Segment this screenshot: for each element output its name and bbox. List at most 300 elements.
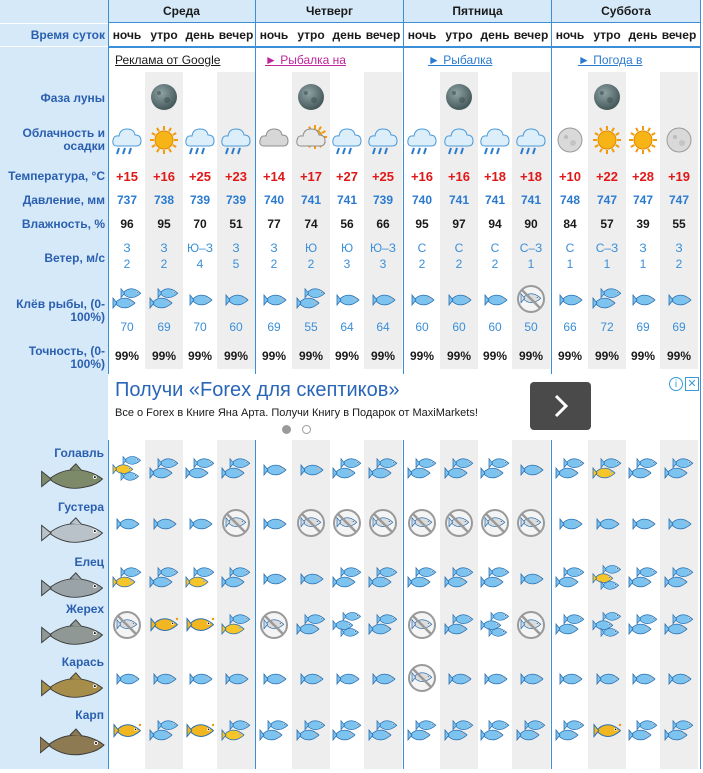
pressure-value: 740 (263, 193, 285, 207)
fish-icon (443, 610, 475, 640)
fish-icon (148, 508, 180, 538)
pressure-value: 741 (520, 193, 542, 207)
temps-value: +16 (410, 169, 434, 184)
fish-icon (184, 284, 216, 314)
day-header-3: Суббота (552, 0, 700, 22)
wind-direction: З (160, 241, 168, 255)
pressure-value: 747 (632, 193, 654, 207)
fish-icon (148, 454, 180, 484)
humidity-value: 90 (524, 217, 538, 231)
fish-icon (148, 716, 180, 746)
wind-speed: 4 (196, 257, 204, 271)
wind-direction: Ю–З (369, 241, 397, 255)
humidity-value: 95 (157, 217, 171, 231)
humidity-value: 77 (267, 217, 281, 231)
time-of-day-2: день (181, 24, 219, 46)
sun-icon (591, 124, 623, 156)
humidity-value: 51 (229, 217, 243, 231)
pressure-value: 739 (189, 193, 211, 207)
time-of-day-14: день (624, 24, 662, 46)
wind-speed: 2 (418, 257, 426, 271)
time-of-day-11: вечер (512, 24, 550, 46)
rain-cloud-icon (111, 124, 143, 156)
humidity-value: 97 (452, 217, 466, 231)
day-separator (255, 440, 256, 769)
rain-cloud-icon (184, 124, 216, 156)
fish-icon (295, 284, 327, 314)
fish-icon (443, 284, 475, 314)
fish-icon (663, 284, 695, 314)
temps-value: +27 (335, 169, 359, 184)
fish-icon (111, 508, 143, 538)
temps-value: +25 (188, 169, 212, 184)
fish-icon (367, 663, 399, 693)
day-separator (551, 0, 552, 374)
row-label-accuracy: Точность, (0-100%) (0, 340, 108, 375)
ad-title[interactable]: Получи «Forex для скептиков» (115, 379, 400, 401)
fish-icon (331, 284, 363, 314)
temps-value: +15 (115, 169, 139, 184)
humidity-value: 55 (672, 217, 686, 231)
wind-direction: З (232, 241, 240, 255)
fish-icon (331, 663, 363, 693)
carousel-dot[interactable] (302, 425, 311, 434)
bite-value: 70 (120, 320, 134, 334)
bite-value: 60 (488, 320, 502, 334)
wind-direction: С (565, 241, 575, 255)
google-ads-link[interactable]: Реклама от Google (115, 53, 221, 67)
temps-value: +10 (558, 169, 582, 184)
moon-icon (445, 83, 473, 111)
fish-icon (331, 610, 363, 640)
fish-icon (627, 563, 659, 593)
row-label-moon: Фаза луны (0, 78, 108, 118)
fish-icon (554, 454, 586, 484)
rain-cloud-icon (367, 124, 399, 156)
pressure-value: 737 (116, 193, 138, 207)
fish-icon (627, 610, 659, 640)
time-of-day-10: день (476, 24, 514, 46)
temps-value: +25 (371, 169, 395, 184)
accuracy-value: 99% (630, 349, 656, 363)
fish-icon (406, 284, 438, 314)
no-bite-icon (515, 610, 547, 640)
fish-icon (367, 610, 399, 640)
fish-icon (295, 454, 327, 484)
fish-icon (591, 610, 623, 640)
time-of-day-13: утро (588, 24, 626, 46)
accuracy-value: 99% (298, 349, 324, 363)
pressure-value: 739 (225, 193, 247, 207)
overcast-cloud-icon (258, 124, 290, 156)
humidity-value: 84 (563, 217, 577, 231)
time-of-day-5: утро (292, 24, 330, 46)
pressure-value: 740 (411, 193, 433, 207)
bite-value: 70 (193, 320, 207, 334)
bite-value: 66 (563, 320, 577, 334)
header-corner (0, 0, 108, 23)
accuracy-value: 99% (114, 349, 140, 363)
temps-value: +18 (519, 169, 543, 184)
fish-icon (591, 563, 623, 593)
accuracy-value: 99% (518, 349, 544, 363)
fish-icon (479, 663, 511, 693)
fish-icon (591, 716, 623, 746)
bite-value: 69 (672, 320, 686, 334)
temps-value: +16 (447, 169, 471, 184)
rain-cloud-icon (220, 124, 252, 156)
wind-speed: 2 (270, 257, 278, 271)
no-bite-icon (515, 284, 547, 314)
fish-icon (367, 716, 399, 746)
fish-icon (367, 284, 399, 314)
row-label-pressure: Давление, мм (0, 190, 108, 210)
pressure-value: 738 (153, 193, 175, 207)
pressure-value: 741 (448, 193, 470, 207)
fish-icon (627, 663, 659, 693)
wind-direction: С–З (595, 241, 619, 255)
wind-speed: 3 (343, 257, 351, 271)
fish-icon (184, 663, 216, 693)
sun-cloud-icon (295, 124, 327, 156)
no-bite-icon (258, 610, 290, 640)
bite-value: 60 (452, 320, 466, 334)
ad-next-button[interactable] (530, 382, 591, 430)
wind-speed: 2 (455, 257, 463, 271)
fish-icon (554, 508, 586, 538)
rain-cloud-icon (479, 124, 511, 156)
accuracy-value: 99% (334, 349, 360, 363)
no-bite-icon (111, 610, 143, 640)
sun-icon (148, 124, 180, 156)
moon-icon (150, 83, 178, 111)
fish-icon (258, 284, 290, 314)
time-of-day-8: ночь (403, 24, 441, 46)
fish-icon (406, 454, 438, 484)
day-header-0: Среда (108, 0, 255, 22)
fish-icon (627, 284, 659, 314)
wind-direction: С–З (519, 241, 543, 255)
time-of-day-1: утро (145, 24, 183, 46)
wind-direction: Ю–З (186, 241, 214, 255)
no-bite-icon (406, 663, 438, 693)
fish-icon (295, 716, 327, 746)
fish-icon (258, 563, 290, 593)
no-bite-icon (331, 508, 363, 538)
wind-speed: 2 (123, 257, 131, 271)
fish-icon (554, 663, 586, 693)
day-separator (551, 440, 552, 769)
accuracy-value: 99% (151, 349, 177, 363)
fish-icon (515, 454, 547, 484)
rain-cloud-icon (406, 124, 438, 156)
humidity-value: 94 (488, 217, 502, 231)
bite-value: 60 (415, 320, 429, 334)
fish-icon (184, 508, 216, 538)
bite-value: 55 (304, 320, 318, 334)
time-of-day-label: Время суток (0, 24, 108, 46)
day-separator (403, 440, 404, 769)
row-label-humidity: Влажность, % (0, 214, 108, 234)
day-header-2: Пятница (404, 0, 551, 22)
fish-icon (111, 716, 143, 746)
bite-value: 64 (376, 320, 390, 334)
fish-icon (663, 563, 695, 593)
pressure-value: 741 (336, 193, 358, 207)
fish-icon (591, 663, 623, 693)
fish-icon (184, 610, 216, 640)
carousel-dot-active[interactable] (282, 425, 291, 434)
wind-speed: 2 (491, 257, 499, 271)
fish-icon (148, 284, 180, 314)
time-of-day-4: ночь (255, 24, 293, 46)
fish-icon (220, 284, 252, 314)
rain-cloud-icon (515, 124, 547, 156)
no-bite-icon (479, 508, 511, 538)
humidity-value: 96 (120, 217, 134, 231)
fish-name-0: Голавль (54, 446, 104, 460)
temps-value: +16 (152, 169, 176, 184)
fish-picture-1 (40, 514, 106, 552)
temps-value: +23 (224, 169, 248, 184)
fish-icon (627, 508, 659, 538)
wind-direction: С (454, 241, 464, 255)
wind-speed: 5 (232, 257, 240, 271)
fish-picture-4 (40, 669, 106, 707)
time-of-day-12: ночь (551, 24, 589, 46)
fish-icon (663, 508, 695, 538)
fish-picture-3 (40, 616, 106, 654)
no-bite-icon (515, 508, 547, 538)
fish-name-4: Карась (61, 655, 104, 669)
fish-icon (591, 508, 623, 538)
fish-icon (331, 454, 363, 484)
humidity-value: 57 (600, 217, 614, 231)
time-of-day-0: ночь (108, 24, 146, 46)
fish-icon (554, 563, 586, 593)
ad-text: Все о Forex в Книге Яна Арта. Получи Книгу в Подарок от MaxiMarkets! (115, 407, 478, 419)
temps-value: +22 (595, 169, 619, 184)
fish-icon (148, 563, 180, 593)
fish-icon (406, 716, 438, 746)
fish-icon (295, 610, 327, 640)
wind-direction: С (490, 241, 500, 255)
info-icon[interactable]: i (669, 377, 683, 391)
accuracy-value: 99% (187, 349, 213, 363)
time-of-day-7: вечер (364, 24, 402, 46)
fish-icon (258, 716, 290, 746)
fish-icon (111, 454, 143, 484)
fish-icon (406, 563, 438, 593)
fish-icon (258, 508, 290, 538)
bite-value: 64 (340, 320, 354, 334)
no-bite-icon (406, 610, 438, 640)
bite-value: 69 (157, 320, 171, 334)
temps-value: +28 (631, 169, 655, 184)
accuracy-value: 99% (370, 349, 396, 363)
fish-icon (515, 563, 547, 593)
fish-icon (591, 284, 623, 314)
fish-icon (443, 716, 475, 746)
fish-icon (591, 454, 623, 484)
fish-icon (220, 610, 252, 640)
no-bite-icon (295, 508, 327, 538)
fish-icon (663, 454, 695, 484)
wind-direction: З (675, 241, 683, 255)
bite-value: 72 (600, 320, 614, 334)
row-label-temp: Температура, °С (0, 166, 108, 186)
humidity-value: 56 (340, 217, 354, 231)
fish-icon (443, 454, 475, 484)
time-of-day-3: вечер (217, 24, 255, 46)
no-bite-icon (220, 508, 252, 538)
fish-icon (663, 716, 695, 746)
fish-icon (258, 454, 290, 484)
fish-icon (367, 454, 399, 484)
fish-icon (367, 563, 399, 593)
header-divider (108, 22, 700, 23)
row-label-wind: Ветер, м/с (0, 238, 108, 278)
rain-cloud-icon (443, 124, 475, 156)
moon-icon (297, 83, 325, 111)
wind-speed: 2 (675, 257, 683, 271)
fish-icon (148, 610, 180, 640)
fish-icon (331, 563, 363, 593)
right-border (700, 0, 701, 769)
time-of-day-15: вечер (660, 24, 698, 46)
wind-direction: Ю (340, 241, 354, 255)
fish-icon (295, 663, 327, 693)
wind-direction: З (123, 241, 131, 255)
wind-speed: 3 (379, 257, 387, 271)
row-label-cloud: Облачность и осадки (0, 120, 108, 160)
no-bite-icon (406, 508, 438, 538)
fish-picture-5 (40, 722, 106, 768)
no-bite-icon (367, 508, 399, 538)
fish-icon (554, 610, 586, 640)
accuracy-value: 99% (261, 349, 287, 363)
ad-link-1[interactable]: ► Рыбалка (428, 53, 493, 67)
day-header-1: Четверг (256, 0, 403, 22)
temps-value: +19 (667, 169, 691, 184)
wind-speed: 2 (307, 257, 315, 271)
fish-icon (627, 716, 659, 746)
bite-value: 69 (636, 320, 650, 334)
pressure-value: 739 (372, 193, 394, 207)
fish-name-1: Густера (58, 500, 104, 514)
fish-icon (443, 663, 475, 693)
fish-name-3: Жерех (65, 602, 104, 616)
wind-direction: С (417, 241, 427, 255)
fish-icon (111, 663, 143, 693)
wind-speed: 1 (527, 257, 535, 271)
fish-icon (479, 716, 511, 746)
fish-picture-0 (40, 460, 106, 498)
fish-icon (184, 716, 216, 746)
rain-cloud-icon (331, 124, 363, 156)
pressure-value: 741 (484, 193, 506, 207)
fish-icon (220, 663, 252, 693)
fish-icon (479, 454, 511, 484)
moon-icon (593, 83, 621, 111)
pressure-value: 747 (596, 193, 618, 207)
ad-link-0[interactable]: ► Рыбалка на (265, 53, 346, 67)
row-label-bite: Клёв рыбы, (0-100%) (0, 286, 108, 336)
wind-speed: 2 (160, 257, 168, 271)
temps-value: +17 (299, 169, 323, 184)
fish-icon (220, 716, 252, 746)
wind-speed: 1 (603, 257, 611, 271)
accuracy-value: 99% (482, 349, 508, 363)
time-of-day-9: утро (440, 24, 478, 46)
wind-direction: З (270, 241, 278, 255)
moon-night-icon (663, 124, 695, 156)
fish-name-5: Карп (75, 708, 104, 722)
accuracy-value: 99% (557, 349, 583, 363)
fish-icon (515, 716, 547, 746)
fish-icon (515, 663, 547, 693)
fish-icon (111, 284, 143, 314)
day-separator (403, 0, 404, 374)
fish-icon (663, 610, 695, 640)
pressure-value: 747 (668, 193, 690, 207)
accuracy-value: 99% (409, 349, 435, 363)
day-separator (255, 0, 256, 374)
accuracy-value: 99% (446, 349, 472, 363)
humidity-value: 66 (376, 217, 390, 231)
fish-icon (479, 610, 511, 640)
humidity-value: 74 (304, 217, 318, 231)
humidity-value: 95 (415, 217, 429, 231)
wind-direction: Ю (304, 241, 318, 255)
fish-icon (479, 284, 511, 314)
temps-value: +18 (483, 169, 507, 184)
fish-icon (220, 454, 252, 484)
wind-direction: З (639, 241, 647, 255)
fish-icon (554, 284, 586, 314)
moon-night-icon (554, 124, 586, 156)
wind-speed: 1 (566, 257, 574, 271)
fish-icon (220, 563, 252, 593)
pressure-value: 741 (300, 193, 322, 207)
fish-icon (663, 663, 695, 693)
fish-icon (258, 663, 290, 693)
close-icon[interactable]: ✕ (685, 377, 699, 391)
ad-link-2[interactable]: ► Погода в (578, 53, 643, 67)
fish-icon (111, 563, 143, 593)
fish-icon (295, 563, 327, 593)
forex-ad-banner[interactable] (108, 374, 700, 440)
accuracy-value: 99% (594, 349, 620, 363)
bite-value: 69 (267, 320, 281, 334)
humidity-value: 70 (193, 217, 207, 231)
fish-icon (184, 563, 216, 593)
pressure-value: 748 (559, 193, 581, 207)
fish-icon (443, 563, 475, 593)
fish-icon (331, 716, 363, 746)
header-bottom-line (108, 46, 700, 48)
fish-icon (479, 563, 511, 593)
no-bite-icon (443, 508, 475, 538)
time-of-day-6: день (328, 24, 366, 46)
bite-value: 50 (524, 320, 538, 334)
fish-icon (184, 454, 216, 484)
temps-value: +14 (262, 169, 286, 184)
wind-speed: 1 (639, 257, 647, 271)
bite-value: 60 (229, 320, 243, 334)
accuracy-value: 99% (223, 349, 249, 363)
fish-icon (554, 716, 586, 746)
